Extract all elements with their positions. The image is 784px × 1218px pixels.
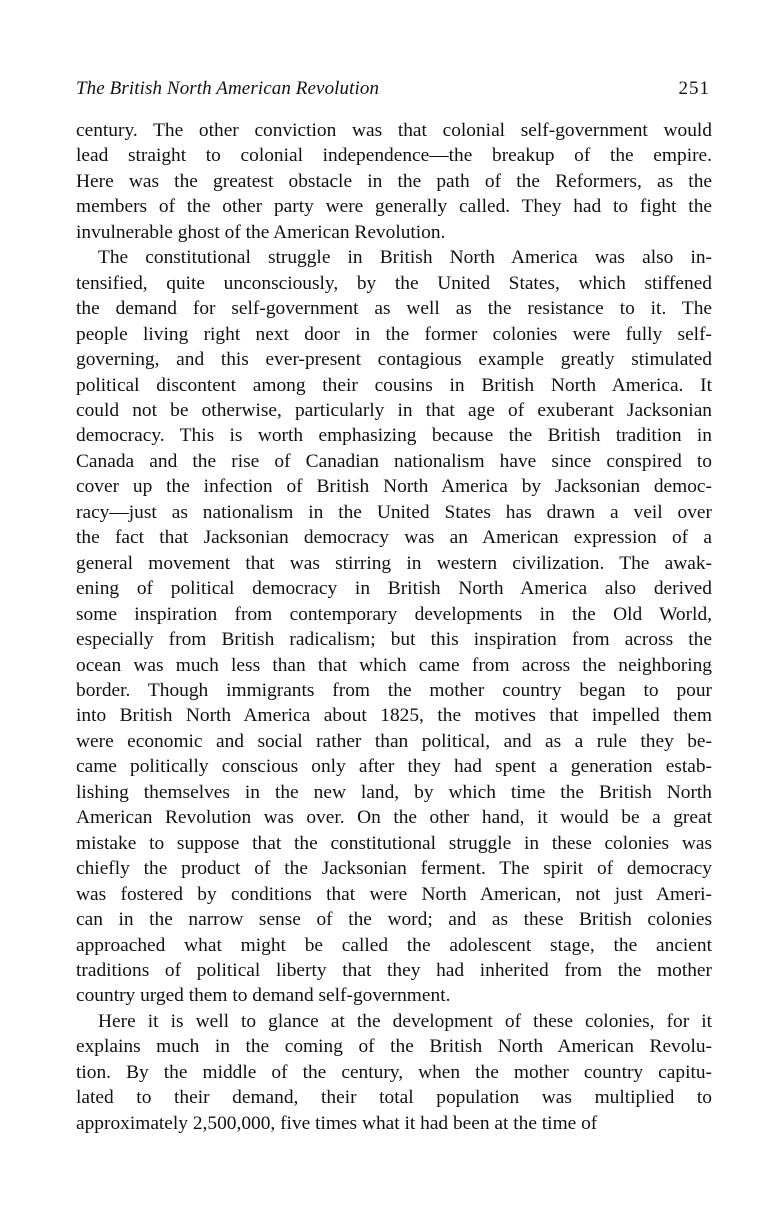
text-line: especially from British radicalism; but this inspiration from across the — [76, 629, 712, 651]
text-line: Here it is well to glance at the development of these colonies, for it — [98, 1010, 712, 1032]
book-page — [76, 70, 712, 1136]
text-line: racy—just as nationalism in the United States has drawn a veil over — [76, 501, 712, 523]
text-line: ocean was much less than that which came from across the neighboring — [76, 654, 712, 676]
text-line: approached what might be called the adolescent stage, the ancient — [76, 934, 712, 956]
text-line: the demand for self-government as well as the resistance to it. The — [76, 298, 712, 320]
text-line: country urged them to demand self-government. — [76, 985, 451, 1007]
text-line: ening of political democracy in British North America also derived — [76, 578, 712, 600]
text-line: traditions of political liberty that they had inherited from the mother — [76, 959, 712, 981]
text-line: general movement that was stirring in western civilization. The awak- — [76, 552, 712, 574]
text-line: the fact that Jacksonian democracy was an American expression of a — [76, 527, 712, 549]
text-line: explains much in the coming of the British North American Revolu- — [76, 1036, 712, 1058]
text-line: invulnerable ghost of the American Revolution. — [76, 221, 446, 243]
text-line: lead straight to colonial independence—the breakup of the empire. — [76, 145, 712, 167]
text-line: chiefly the product of the Jacksonian ferment. The spirit of democracy — [76, 858, 712, 880]
text-line: can in the narrow sense of the word; and as these British colonies — [76, 909, 712, 931]
text-line: The constitutional struggle in British North America was also in- — [98, 247, 712, 269]
text-line: century. The other conviction was that colonial self-government would — [76, 120, 712, 141]
text-line: Here was the greatest obstacle in the path of the Reformers, as the — [76, 170, 712, 192]
text-line: approximately 2,500,000, five times what it had been at the time of — [76, 1112, 598, 1134]
text-line: into British North America about 1825, the motives that impelled them — [76, 705, 712, 727]
text-line: political discontent among their cousins in British North America. It — [76, 374, 712, 396]
page-number: 251 — [678, 78, 710, 99]
text-line: Canada and the rise of Canadian nationalism have since conspired to — [76, 450, 712, 472]
text-line: tion. By the middle of the century, when the mother country capitu- — [76, 1061, 712, 1083]
text-line: American Revolution was over. On the other hand, it would be a great — [76, 807, 712, 829]
text-line: was fostered by conditions that were North American, not just Ameri- — [76, 883, 712, 905]
text-line: people living right next door in the former colonies were fully self- — [76, 323, 712, 345]
text-line: members of the other party were generally called. They had to fight the — [76, 196, 712, 218]
text-line: came politically conscious only after they had spent a generation estab- — [76, 756, 712, 778]
text-line: lated to their demand, their total population was multiplied to — [76, 1087, 712, 1109]
body-text — [76, 118, 712, 1136]
text-line: governing, and this ever-present contagious example greatly stimulated — [76, 349, 712, 371]
text-line: lishing themselves in the new land, by which time the British North — [76, 781, 712, 803]
paragraph — [76, 118, 712, 245]
text-line: were economic and social rather than political, and as a rule they be- — [76, 730, 712, 752]
running-title: The British North American Revolution — [76, 78, 380, 99]
running-head — [76, 70, 712, 110]
text-line: mistake to suppose that the constitutional struggle in these colonies was — [76, 832, 712, 854]
paragraph — [76, 1009, 712, 1136]
text-line: could not be otherwise, particularly in that age of exuberant Jacksonian — [76, 399, 712, 421]
text-line: democracy. This is worth emphasizing because the British tradition in — [76, 425, 712, 447]
text-line: cover up the infection of British North America by Jacksonian democ- — [76, 476, 712, 498]
paragraph — [76, 245, 712, 1009]
text-line: tensified, quite unconsciously, by the United States, which stiffened — [76, 272, 712, 294]
text-line: some inspiration from contemporary developments in the Old World, — [76, 603, 712, 625]
text-line: border. Though immigrants from the mother country began to pour — [76, 679, 712, 701]
